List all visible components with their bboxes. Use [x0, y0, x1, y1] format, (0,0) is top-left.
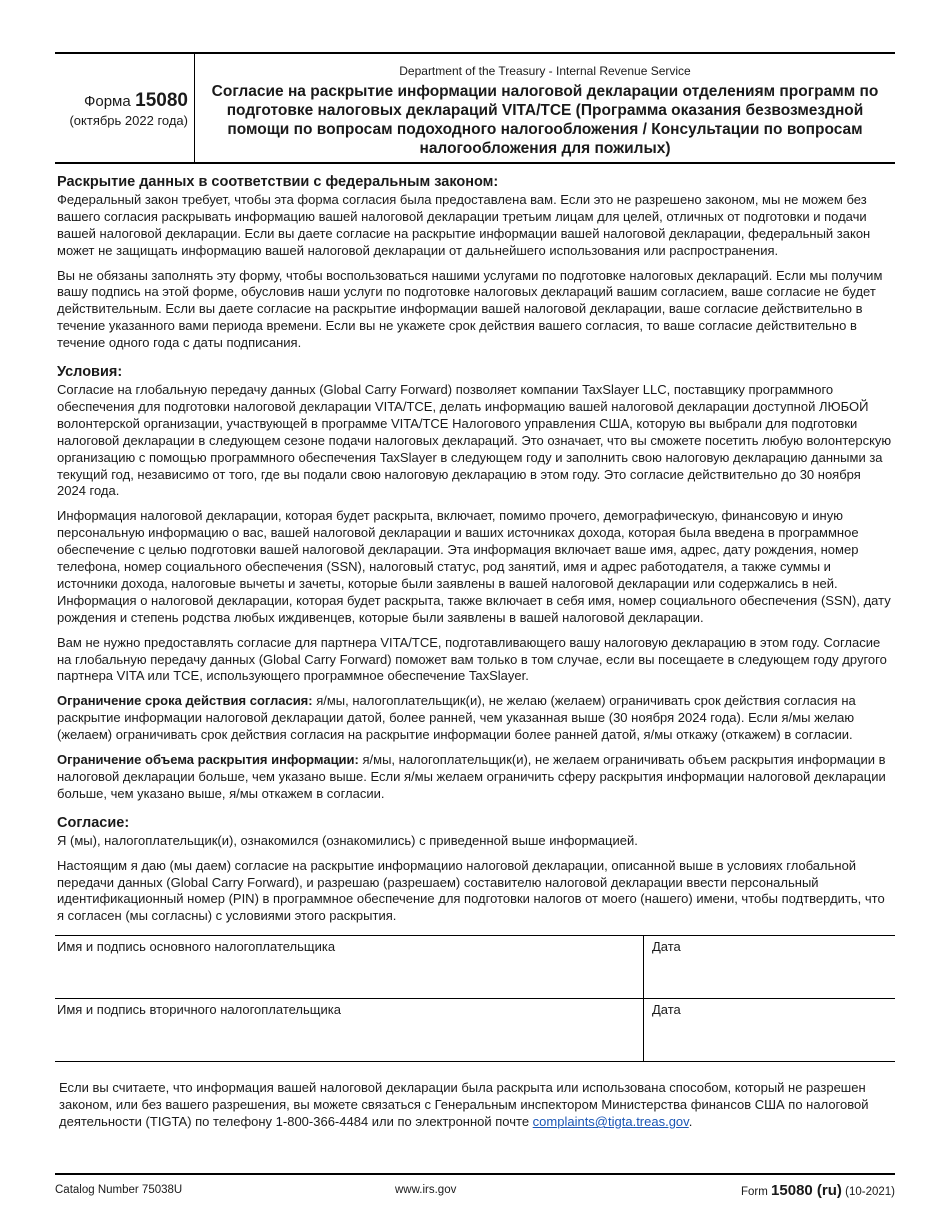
secondary-date-field[interactable]: [644, 999, 895, 1061]
form-date: (октябрь 2022 года): [69, 113, 188, 128]
disclosure-section: [57, 174, 893, 352]
primary-signature-label: Имя и подпись основного налогоплательщика: [57, 939, 336, 955]
primary-date-field[interactable]: [644, 936, 895, 998]
limit-scope-text: я/мы, налогоплательщик(и), не желаем ограничивать объем раскрытия информации в налоговой декларации больше, чем указано выше. Если я/мы желаем ограничить сферу раскрытия информации налоговой декларации больше, чем указано выше, я/мы откажем в согласии.: [57, 752, 886, 801]
disclosure-paragraph-1: Федеральный закон требует, чтобы эта форма согласия была предоставлена вам. Если это не разрешено законом, мы не можем без вашего согласия раскрывать информацию вашей налоговой декларации третьим лицам для целей, отличных от подготовки и подачи вашей налоговой декларации. Если вы даете согласие на раскрытие информации вашей налоговой декларации, федеральный закон может не защищать информацию вашей налоговой декларации от дальнейшего использования или распространения.: [57, 191, 871, 258]
terms-paragraph-3: Вам не нужно предоставлять согласие для партнера VITA/TCE, подготавливающего вашу налоговую декларацию в этом году. Согласие на глобальную передачу данных (Global Carry Forward) поможет вам только в том случае, если вы посещаете в следующем году другого партнера VITA или TCE, использующего программное обеспечение TaxSlayer.: [57, 634, 887, 684]
signature-table: [55, 935, 895, 1062]
limit-scope-paragraph: [57, 752, 893, 803]
signature-row-secondary: [55, 999, 895, 1062]
consent-paragraph-1: Я (мы), налогоплательщик(и), ознакомился (ознакомились) с приведенной выше информацией.: [57, 832, 638, 848]
complaints-email-link[interactable]: complaints@tigta.treas.gov: [532, 1114, 689, 1130]
footer-form-prefix: Form: [741, 1185, 768, 1198]
website: www.irs.gov: [395, 1184, 457, 1196]
secondary-date-label: Дата: [652, 1002, 681, 1018]
consent-section: [57, 815, 893, 925]
footer-form-number: 15080 (ru): [771, 1181, 842, 1199]
catalog-number: Catalog Number 75038U: [55, 1184, 183, 1196]
footer-form-rev: (10-2021): [845, 1185, 895, 1198]
form-identifier: [55, 54, 195, 162]
consent-paragraph-2: Настоящим я даю (мы даем) согласие на раскрытие информациио налоговой декларации, описанной выше в условиях глобальной передачи данных (Global Carry Forward), и разрешаю (разрешаем) составителю налоговой декларации ввести персональный идентификационный номер (PIN) в программное обеспечение для подготовки налогов от моего (нашего) имени, чтобы подтвердить, что я согласен (мы согласны) с условиями этого раскрытия.: [57, 857, 885, 924]
form-body: [55, 164, 895, 1131]
notice-end: .: [688, 1114, 693, 1130]
form-number: 15080: [135, 90, 188, 111]
notice-text: Если вы считаете, что информация вашей налоговой декларации была раскрыта или использована способом, который не разрешен законом, или без вашего разрешения, вы можете связаться с Генеральным инспектором Министерства финансов США по налоговой деятельности (TIGTA) по телефону 1-800-366-4484 или по электронной почте: [59, 1080, 869, 1130]
form-page: [55, 52, 895, 1131]
form-label: Форма: [83, 93, 131, 110]
limit-time-label: Ограничение срока действия согласия:: [57, 693, 313, 709]
consent-heading: Согласие:: [57, 814, 130, 831]
terms-paragraph-1: Согласие на глобальную передачу данных (Global Carry Forward) позволяет компании TaxSlayer LLC, поставщику программного обеспечения для подготовки налоговой декларации VITA/TCE, делать информацию вашей налоговой декларации доступной ЛЮБОЙ волонтерской организации, участвующей в программе VITA/TCE Налогового управления США, которую вы выбрали для подготовки налоговой декларации в следующем сезоне подачи налоговых деклараций. Это означает, что вы сможете посетить любую волонтерскую организацию с помощью программного обеспечения TaxSlayer в следующем году и заполнить свою налоговую декларацию данными за текущий год, независимо от того, где вы подали свою налоговую декларацию в этом году. Это согласие действительно до 30 ноября 2024 года.: [57, 381, 892, 499]
secondary-signature-label: Имя и подпись вторичного налогоплательщика: [57, 1002, 341, 1018]
limit-time-paragraph: [57, 693, 893, 744]
primary-signature-field[interactable]: [55, 936, 644, 998]
secondary-signature-field[interactable]: [55, 999, 644, 1061]
primary-date-label: Дата: [652, 939, 681, 955]
form-header: [55, 54, 895, 164]
agency-name: Department of the Treasury - Internal Revenue Service: [399, 64, 691, 78]
footer-form-id: [741, 1182, 895, 1199]
limit-scope-label: Ограничение объема раскрытия информации:: [57, 752, 359, 768]
form-footer: [55, 1173, 895, 1205]
disclosure-paragraph-2: Вы не обязаны заполнять эту форму, чтобы воспользоваться нашими услугами по подготовке налоговых деклараций. Если мы получим вашу подпись на этой форме, обусловив наши услуги по подготовке налоговых деклараций вашим согласием, ваше согласие не будет действительным. Если вы даете согласие на раскрытие информации вашей налоговой декларации, ваше согласие действительно в течение указанного вами периода времени. Если вы не укажете срок действия вашего согласия, то ваше согласие действительно в течение одного года с даты подписания.: [57, 267, 883, 351]
limit-time-text: я/мы, налогоплательщик(и), не желаю (желаем) ограничивать срок действия согласия на раскрытие информации налоговой декларации датой, более ранней, чем указанная выше (30 ноября 2024 года). Если я/мы желаю (желаем) ограничивать срок действия согласия на раскрытие информации более ранней датой, я/мы откажу (откажем) в согласии.: [57, 693, 856, 743]
terms-heading: Условия:: [57, 364, 123, 381]
header-title-block: [195, 54, 895, 162]
signature-row-primary: [55, 936, 895, 999]
form-title: Согласие на раскрытие информации налоговой декларации отделениям программ по подготовке налоговых деклараций VITA/TCE (Программа оказания безвозмездной помощи по вопросам подоходного налогообложения / Консультации по вопросам налогообложения для пожилых): [211, 83, 879, 157]
terms-section: [57, 364, 893, 803]
tigta-notice: [57, 1062, 893, 1131]
terms-paragraph-2: Информация налоговой декларации, которая будет раскрыта, включает, помимо прочего, демографическую, финансовую и иную персональную информацию о вас, вашей налоговой декларации и ваших источниках дохода, которая была введена в программное обеспечение с целью подготовки вашей налоговой декларации. Эта информация включает ваше имя, адрес, дату рождения, номер телефона, номер социального обеспечения (SSN), налоговый статус, род занятий, имя и адрес работодателя, а также суммы и источники дохода, налоговые вычеты и зачеты, которые были заявлены в вашей налоговой декларации или содержались в ней. Информация о налоговой декларации, которая будет раскрыта, также включает в себя имя, номер социального обеспечения (SSN), дату рождения и степень родства любых иждивенцев, которые были заявлены в вашей налоговой декларации.: [57, 508, 891, 625]
disclosure-heading: Раскрытие данных в соответствии с федеральным законом:: [57, 174, 499, 190]
